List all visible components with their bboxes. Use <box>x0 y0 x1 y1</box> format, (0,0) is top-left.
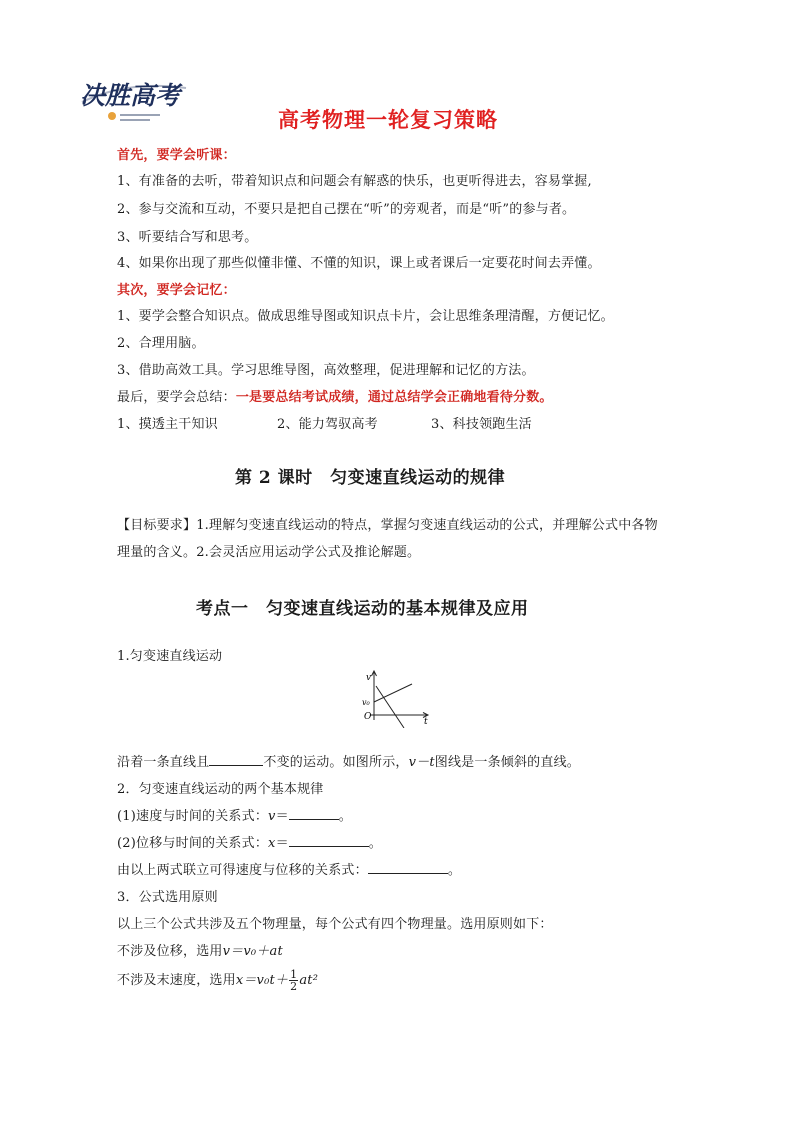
combine-line <box>117 859 461 878</box>
goal-label: 【目标要求】 <box>117 518 197 533</box>
graph-label-t: t <box>424 717 428 727</box>
tip-1: 1、摸透主干知识 <box>117 417 218 432</box>
item-3: 3．公式选用原则 <box>117 890 218 905</box>
summary-prefix: 最后，要学会总结： <box>117 390 236 405</box>
tip-3: 3、科技领跑生活 <box>431 417 532 432</box>
logo-text: 决胜高考 <box>80 81 181 110</box>
rule-1-var: v <box>268 809 276 824</box>
rule-1-eq: ＝ <box>275 809 289 824</box>
fraction-numerator: 1 <box>290 968 298 981</box>
goal-line-2: 理量的含义。2.会灵活应用运动学公式及推论解题。 <box>117 545 421 560</box>
case-2-rhs: at² <box>299 973 319 988</box>
case-1-text: 不涉及位移，选用 <box>117 944 223 959</box>
blank-3 <box>289 834 369 847</box>
case-2-lhs: x＝v₀t＋ <box>235 973 289 988</box>
goal-line-1 <box>117 514 658 533</box>
memory-item-1: 1、要学会整合知识点。做成思维导图或知识点卡片，会让思维条理清醒，方便记忆。 <box>117 309 614 324</box>
summary-emphasis: 一是要总结考试成绩，通过总结学会正确地看待分数。 <box>235 390 553 405</box>
memory-item-3: 3、借助高效工具。学习思维导图，高效整理，促进理解和记忆的方法。 <box>117 363 535 378</box>
vt-graph <box>360 668 435 728</box>
memory-item-2: 2、合理用脑。 <box>117 336 205 351</box>
section-title: 考点一 匀变速直线运动的基本规律及应用 <box>196 599 529 619</box>
summary-line <box>117 386 553 405</box>
graph-label-v: v <box>366 673 372 683</box>
def-text-a: 沿着一条直线且 <box>117 755 210 770</box>
item-1: 1.匀变速直线运动 <box>117 649 223 664</box>
fraction-denominator: 2 <box>290 980 298 993</box>
memory-heading: 其次，要学会记忆： <box>117 283 236 298</box>
rule-1-text: (1)速度与时间的关系式： <box>117 809 269 824</box>
rule-2-text: (2)位移与时间的关系式： <box>117 836 269 851</box>
principle-line: 以上三个公式共涉及五个物理量，每个公式有四个物理量。选用原则如下： <box>117 917 553 932</box>
case-1-formula: v＝v₀＋at <box>222 944 283 959</box>
graph-label-v0: v₀ <box>362 698 370 707</box>
page-title: 高考物理一轮复习策略 <box>278 107 498 132</box>
case-2-fraction <box>289 969 298 992</box>
case-2 <box>117 969 318 992</box>
blank-4 <box>368 861 448 874</box>
rule-2 <box>117 832 382 851</box>
definition-line <box>117 751 580 770</box>
listen-heading: 首先，要学会听课： <box>117 148 236 163</box>
logo <box>78 72 190 126</box>
listen-item-2: 2、参与交流和互动，不要只是把自己摆在“听”的旁观者，而是“听”的参与者。 <box>117 202 576 217</box>
blank-1 <box>209 753 263 766</box>
rule-2-period: 。 <box>368 836 382 851</box>
item-2: 2．匀变速直线运动的两个基本规律 <box>117 782 324 797</box>
tips-line <box>117 413 532 432</box>
graph-label-o: O <box>364 712 372 722</box>
def-var: v－t <box>408 755 435 770</box>
lesson-title: 第 2 课时 匀变速直线运动的规律 <box>235 468 506 488</box>
listen-item-3: 3、听要结合写和思考。 <box>117 230 258 245</box>
def-text-c: 图线是一条倾斜的直线。 <box>434 755 580 770</box>
tip-2: 2、能力驾驭高考 <box>277 417 378 432</box>
rule-2-var: x <box>268 836 276 851</box>
rule-2-eq: ＝ <box>275 836 289 851</box>
combine-text: 由以上两式联立可得速度与位移的关系式： <box>117 863 368 878</box>
rule-1-period: 。 <box>338 809 352 824</box>
rule-1 <box>117 805 352 824</box>
goal-text-1: 1.理解匀变速直线运动的特点，掌握匀变速直线运动的公式，并理解公式中各物 <box>196 518 658 533</box>
listen-item-4: 4、如果你出现了那些似懂非懂、不懂的知识，课上或者课后一定要花时间去弄懂。 <box>117 256 601 271</box>
case-2-text: 不涉及末速度，选用 <box>117 973 236 988</box>
listen-item-1: 1、有准备的去听，带着知识点和问题会有解惑的快乐，也更听得进去，容易掌握, <box>117 174 592 189</box>
blank-2 <box>289 807 339 820</box>
case-1 <box>117 940 283 959</box>
combine-period: 。 <box>447 863 462 878</box>
def-text-b: 不变的运动。如图所示， <box>263 755 409 770</box>
